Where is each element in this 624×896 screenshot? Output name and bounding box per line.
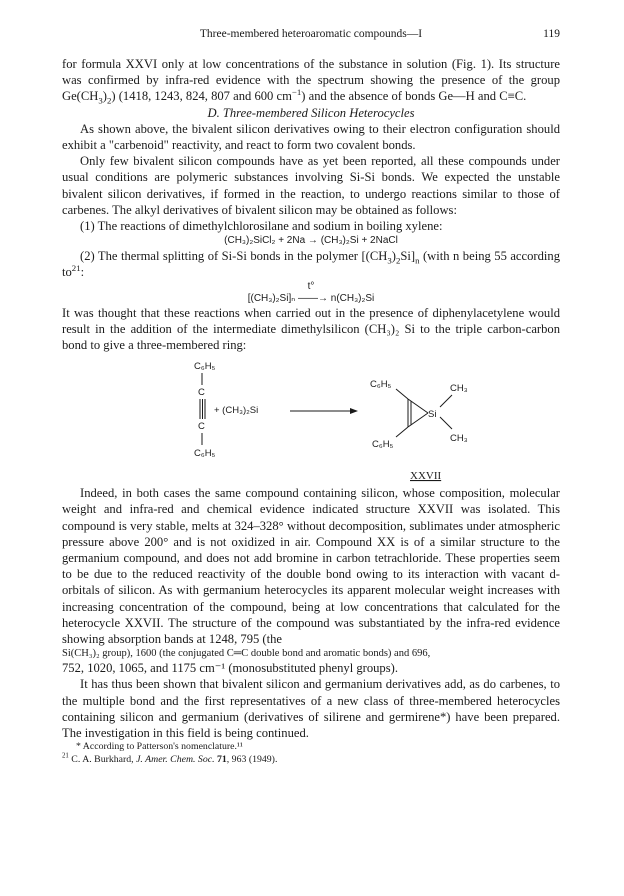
- paragraph-conclusion: It has thus been shown that bivalent silicon and germanium derivatives add, as do carbenes, to the multiple bond and the first representatives of a new class of three-membered heterocycles containing silicon and germanium (derivatives of silirene and germirene*) have been prepared. The investigation in this field is being continued.: [62, 677, 560, 741]
- reactant-phenyl-bottom: C₆H₅: [194, 448, 216, 460]
- reaction-arrow-head: [350, 408, 358, 414]
- reactant-carbon-1: C: [198, 387, 205, 399]
- body-text: [62, 56, 560, 766]
- reagent-dimethylsilicon: + (CH₃)₂Si: [214, 405, 259, 417]
- running-title: Three-membered heteroaromatic compounds—I: [199, 28, 423, 40]
- section-heading: D. Three-membered Silicon Heterocycles: [207, 105, 415, 120]
- product-bond-ph1: [396, 389, 408, 399]
- citation-21[interactable]: 21: [71, 263, 81, 274]
- product-phenyl-1: C₆H₅: [370, 379, 392, 391]
- footnote-star: * According to Patterson's nomenclature.¹¹: [76, 741, 243, 753]
- product-silicon: Si: [428, 409, 437, 421]
- reactant-carbon-2: C: [198, 421, 205, 433]
- running-header: [62, 28, 560, 40]
- equation-1: (CH₃)₂SiCl₂ + 2Na → (CH₃)₂Si + 2NaCl: [224, 235, 398, 247]
- product-methyl-2: CH₃: [450, 433, 468, 445]
- paragraph-continuation: for formula XXVI only at low concentrations of the substance in solution (Fig. 1). Its structure was confirmed by infra-red evidence with the spectrum showing the presence of the group $Ge(CH_3)_2$) (1418, 1243, 824, 807 and 600 $cm^{-1}$) and the absence of bonds Ge—H and C≡C.: [62, 57, 560, 106]
- product-bond-ph2: [396, 427, 408, 437]
- product-phenyl-2: C₆H₅: [372, 439, 394, 451]
- compound-label: XXVII: [410, 470, 442, 483]
- list-item-1: (1) The reactions of dimethylchlorosilane and sodium in boiling xylene:: [80, 219, 443, 234]
- paragraph-expectation: It was thought that these reactions when carried out in the presence of diphenylacetylene would result in the addition of the intermediate dimethylsilicon (CH₃)₂ Si to the triple carbon-carbon bond to give a three-membered ring:: [62, 305, 560, 353]
- product-bond-me2: [440, 417, 452, 429]
- reaction-scheme-drawing: [62, 355, 560, 483]
- paragraph-carbenoid: As shown above, the bivalent silicon derivatives owing to their electron configuration should exhibit a "carbenoid" reactivity, and react to form two covalent bonds.: [62, 121, 560, 153]
- reactant-phenyl-top: C₆H₅: [194, 361, 216, 373]
- footnote-21: $^{21}$ C. A. Burkhard, J. Amer. Chem. Soc. 71, 963 (1949).: [62, 752, 278, 765]
- reaction-scheme: [62, 355, 560, 483]
- list-item-2: (2) The thermal splitting of Si-Si bonds in the polymer $[(CH_3)_2Si]_n$ (with n being 55 according $to^{21}$:: [62, 249, 560, 280]
- paragraph-results: Indeed, in both cases the same compound containing silicon, whose composition, molecular weight and infra-red and chemical evidence indicated structure XXVII was isolated. This compound is very stable, melts at 324–328° without decomposition, sublimates under atmospheric pressure above 200° and is not oxidized in air. Compound XX is of a similar structure to the germanium compound, and does not add bromine in carbon tetrachloride. These properties seem to be due to the reduced reactivity of the double bond owing to its interaction with vacant d-orbitals of silicon. As with germanium heterocycles its apparent molecular weight increases with increasing concentration of the compound, being at low concentrations that calculated for the heterocycle XXVII. The structure of the compound was substantiated by the infra-red evidence showing absorption bands at 1248, 795 (the: [62, 486, 560, 647]
- paragraph-bivalent: Only few bivalent silicon compounds have as yet been reported, all these compounds under usual conditions are polymeric substances involving Si-Si bonds. We expected the unstable bivalent silicon derivatives, if formed in the reaction, to undergo reactions similar to those of carbenes. The alkyl derivatives of bivalent silicon may be obtained as follows:: [62, 154, 560, 217]
- page-number: 119: [543, 28, 560, 40]
- paragraph-results-end: 752, 1020, 1065, and 1175 cm⁻¹ (monosubstituted phenyl groups).: [62, 661, 398, 676]
- equation-2: [(CH₃)₂Si]ₙ ——→ n(CH₃)₂Si: [247, 292, 375, 304]
- product-methyl-1: CH₃: [450, 383, 468, 395]
- equation-2-condition: t°: [307, 280, 315, 292]
- paragraph-results-ir: Si(CH₃)₂ group), 1600 (the conjugated C═C double bond and aromatic bonds) and 696,: [62, 648, 431, 660]
- product-bond-me1: [440, 395, 452, 407]
